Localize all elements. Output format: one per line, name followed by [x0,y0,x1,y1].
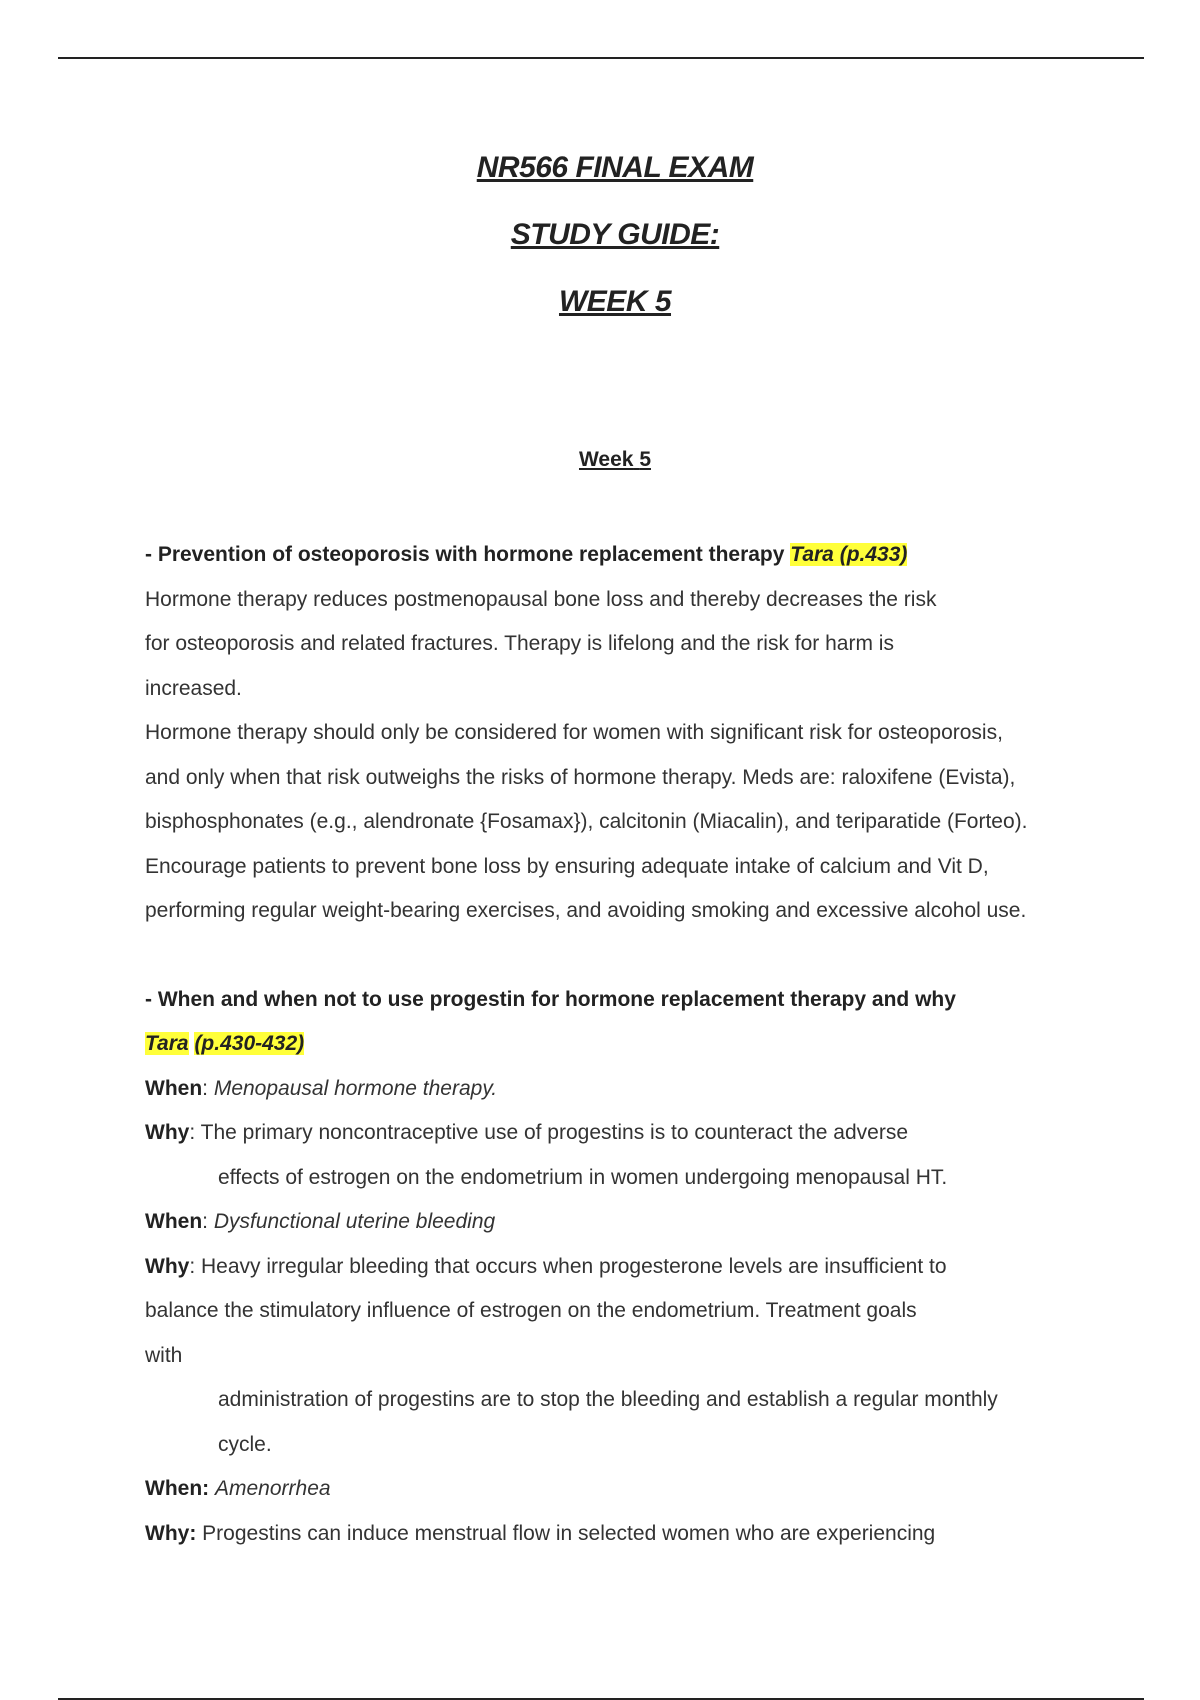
week-label-word: Week [578,448,634,471]
why-line: Why: Heavy irregular bleeding that occurs when progesterone levels are insufficient to [145,1254,947,1278]
paragraph-line: and only when that risk outweighs the risks of hormone therapy. Meds are: raloxifene (Evista), [145,765,1016,789]
paragraph-line: performing regular weight-bearing exercises, and avoiding smoking and excessive alcohol use. [145,899,1027,922]
section-heading-osteoporosis: - Prevention of osteoporosis with hormone replacement therapy Tara (p.433) [145,543,908,566]
when-line: When: Dysfunctional uterine bleeding [145,1210,496,1233]
why-continuation: administration of progestins are to stop the bleeding and establish a regular monthly [218,1388,998,1411]
why-continuation: effects of estrogen on the endometrium in women undergoing menopausal HT. [218,1165,948,1189]
document-body [145,540,1095,1563]
document-title [0,150,1200,351]
when-line: When: Menopausal hormone therapy. [145,1076,498,1100]
week-label-number: 5 [639,448,651,471]
reference-highlight-name: Tara [145,1032,189,1055]
why-line: Why: The primary noncontraceptive use of progestins is to counteract the adverse [145,1121,909,1144]
section-heading-progestin: - When and when not to use progestin for hormone replacement therapy and why [145,987,956,1011]
reference-line [145,1029,1095,1074]
title-line-3: WEEK 5 [558,285,672,318]
reference-highlight: Tara (p.433) [790,543,908,566]
why-continuation: cycle. [218,1432,272,1456]
paragraph-line: with [145,1343,183,1367]
title-line-2: STUDY GUIDE: [510,218,720,251]
paragraph-line: balance the stimulatory influence of estrogen on the endometrium. Treatment goals [145,1299,917,1322]
top-rule [58,57,1144,59]
reference-highlight-pages: (p.430-432) [194,1032,305,1055]
paragraph-line: bisphosphonates (e.g., alendronate {Fosamax}), calcitonin (Miacalin), and teriparatide (Forteo). [145,810,1028,833]
paragraph-line: Hormone therapy reduces postmenopausal bone loss and thereby decreases the risk [145,587,937,611]
why-line: Why: Progestins can induce menstrual flow in selected women who are experiencing [145,1521,936,1545]
when-line: When: Amenorrhea [145,1477,331,1500]
paragraph-line: increased. [145,676,242,700]
title-line-1: NR566 FINAL EXAM [476,151,754,184]
paragraph-line: for osteoporosis and related fractures. Therapy is lifelong and the risk for harm is [145,632,894,655]
spacer [145,941,1095,985]
paragraph-line: Encourage patients to prevent bone loss by ensuring adequate intake of calcium and Vit D, [145,854,989,878]
paragraph-line: Hormone therapy should only be considered for women with significant risk for osteoporosis, [145,721,1003,744]
week-label [0,448,1200,472]
